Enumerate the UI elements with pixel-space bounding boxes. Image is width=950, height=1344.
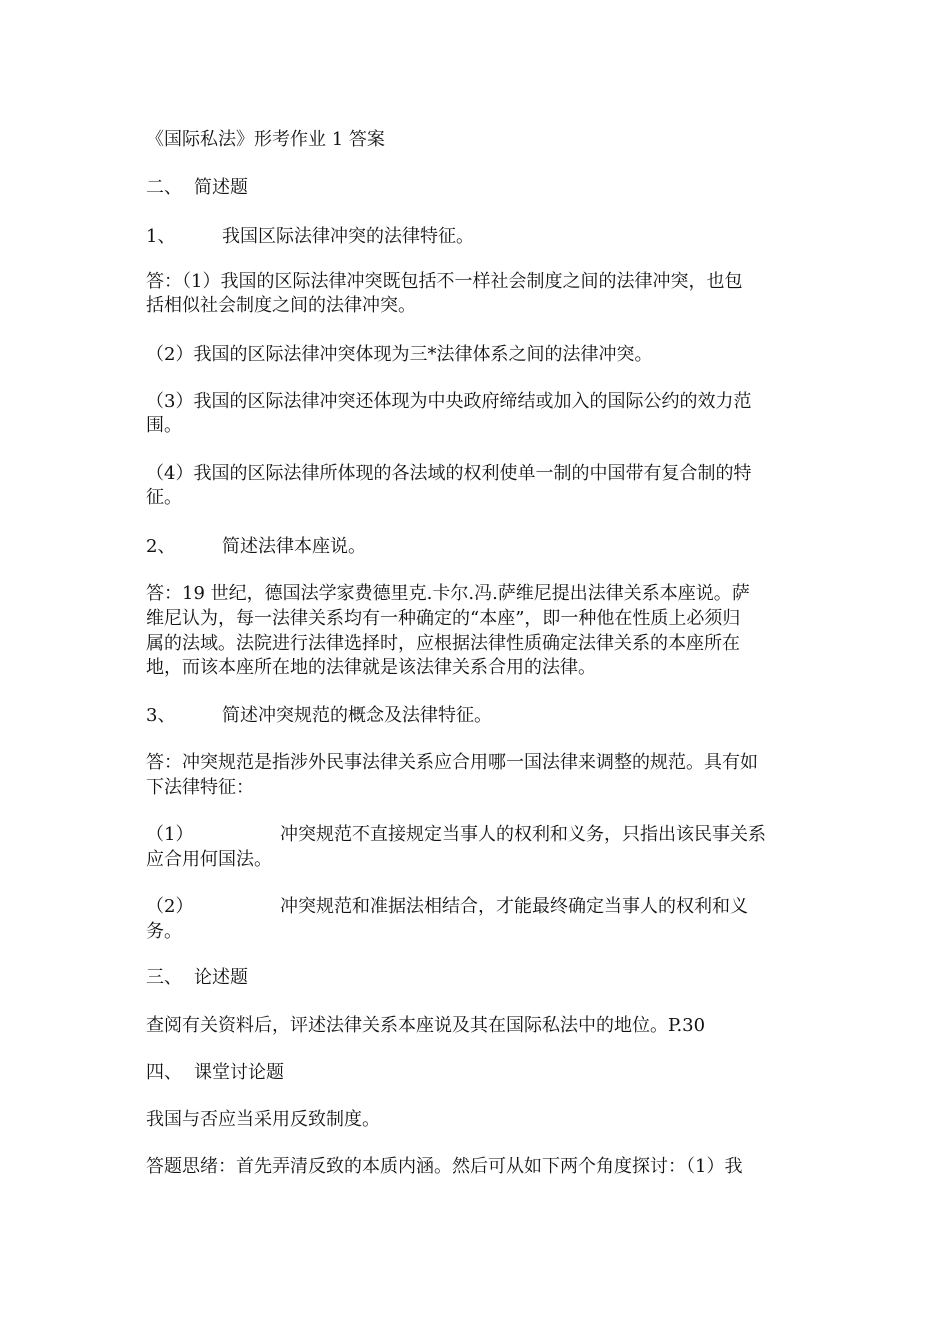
- q1-question: 我国区际法律冲突的法律特征。: [222, 226, 474, 247]
- q3-item-1-number: （1）: [146, 824, 194, 845]
- q3-item-1-line-1: 冲突规范不直接规定当事人的权利和义务，只指出该民事关系: [280, 824, 766, 845]
- q2-answer-line-4: 地，而该本座所在地的法律就是该法律关系合用的法律。: [146, 657, 596, 678]
- q1-point-3-line-1: （3）我国的区际法律冲突还体现为中央政府缔结或加入的国际公约的效力范: [146, 391, 752, 412]
- section-4-question: 我国与否应当采用反致制度。: [146, 1109, 380, 1130]
- q3-answer-line-1: 答：冲突规范是指涉外民事法律关系应合用哪一国法律来调整的规范。具有如: [146, 752, 758, 773]
- q1-answer-line-2: 括相似社会制度之间的法律冲突。: [146, 295, 416, 316]
- q2-answer-line-3: 属的法域。法院进行法律选择时，应根据法律性质确定法律关系的本座所在: [146, 633, 740, 654]
- q3-item-1-line-2: 应合用何国法。: [146, 849, 272, 870]
- q1-point-4-line-1: （4）我国的区际法律所体现的各法域的权利使单一制的中国带有复合制的特: [146, 463, 752, 484]
- q1-point-4-line-2: 征。: [146, 487, 182, 508]
- q2-number: 2、: [146, 536, 176, 557]
- section-4-answer: 答题思绪：首先弄清反致的本质内涵。然后可从如下两个角度探讨：（1）我: [146, 1156, 743, 1177]
- q2-answer-line-2: 维尼认为，每一法律关系均有一种确定的“本座”，即一种他在性质上必须归: [146, 608, 741, 629]
- section-3-heading: 论述题: [194, 967, 248, 988]
- q1-number: 1、: [146, 226, 176, 247]
- section-3-number: 三、: [146, 967, 182, 988]
- q3-item-2-line-2: 务。: [146, 921, 182, 942]
- q3-answer-line-2: 下法律特征：: [146, 777, 254, 798]
- q3-question: 简述冲突规范的概念及法律特征。: [222, 705, 492, 726]
- q1-answer-line-1: 答：（1）我国的区际法律冲突既包括不一样社会制度之间的法律冲突，也包: [146, 271, 743, 292]
- section-2-number: 二、: [146, 177, 182, 198]
- q3-item-2-number: （2）: [146, 896, 194, 917]
- q1-point-3-line-2: 围。: [146, 415, 182, 436]
- section-2-heading: 简述题: [194, 177, 248, 198]
- q2-question: 简述法律本座说。: [222, 536, 366, 557]
- document-title: 《国际私法》形考作业 1 答案: [146, 129, 385, 150]
- q2-answer-line-1: 答：19 世纪，德国法学家费德里克.卡尔.冯.萨维尼提出法律关系本座说。萨: [146, 583, 750, 604]
- section-4-heading: 课堂讨论题: [194, 1062, 284, 1083]
- section-4-number: 四、: [146, 1062, 182, 1083]
- section-3-text: 查阅有关资料后，评述法律关系本座说及其在国际私法中的地位。P.30: [146, 1015, 706, 1036]
- q1-point-2: （2）我国的区际法律冲突体现为三*法律体系之间的法律冲突。: [146, 344, 653, 365]
- q3-item-2-line-1: 冲突规范和准据法相结合，才能最终确定当事人的权利和义: [280, 896, 748, 917]
- q3-number: 3、: [146, 705, 176, 726]
